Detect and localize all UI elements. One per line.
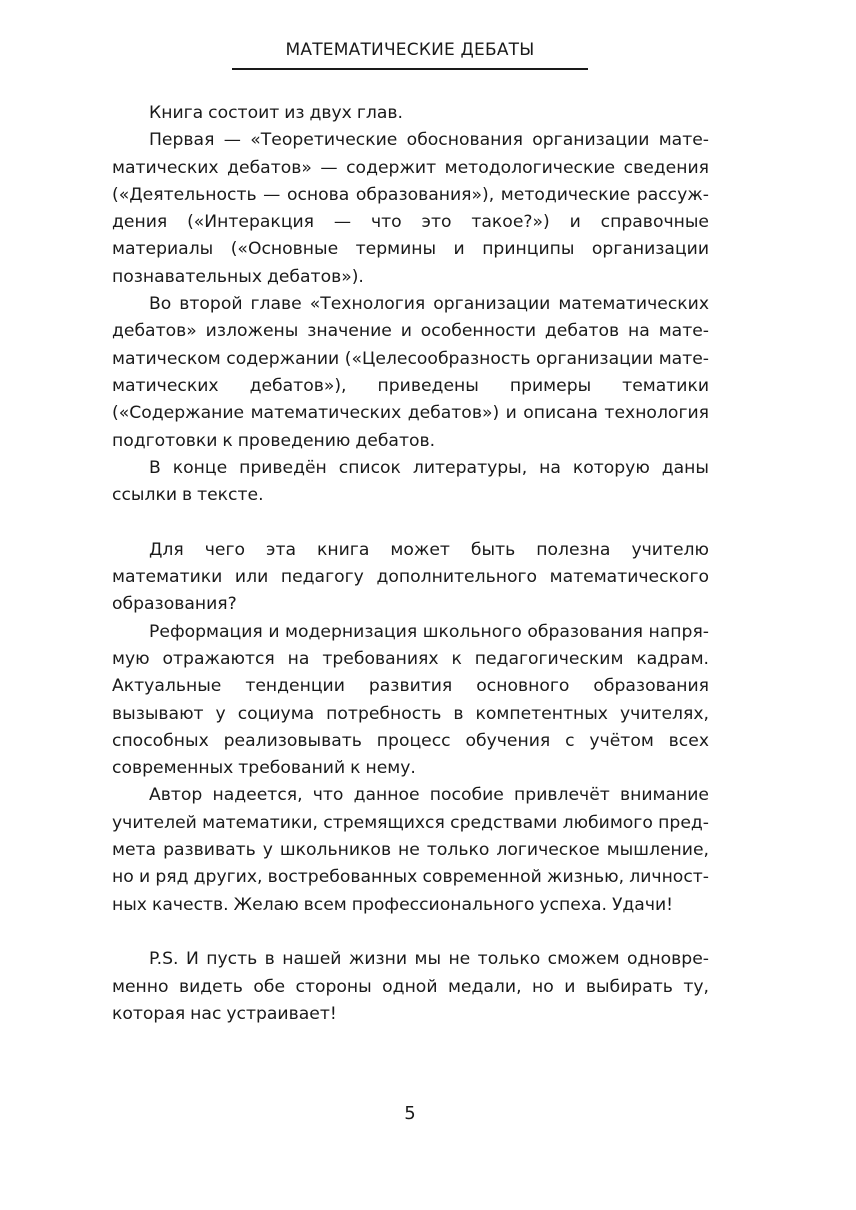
page-number: 5 [404, 1103, 416, 1124]
paragraph: Книга состоит из двух глав. [149, 103, 403, 123]
running-head: МАТЕМАТИЧЕСКИЕ ДЕБАТЫ [232, 38, 588, 70]
paragraph: Для чего эта книга может быть полезна учителю математики или педагогу дополнительного математического образования? [112, 539, 709, 615]
paragraph: P.S. И пусть в нашей жизни мы не только сможем одновременно видеть обе стороны одной медали, но и выбирать ту, которая нас устраивает! [112, 949, 709, 1024]
paragraph: Автор надеется, что данное пособие привлечёт внимание учителей математики, стремящихся средствами любимого предмета развивать у школьников не только логическое мышление, но и ряд других, востребованных современной жизнью, личностных качеств. Желаю всем профессионального успеха. Удачи! [112, 785, 709, 915]
body-text [112, 100, 709, 1028]
paragraph: Первая — «Теоретические обоснования организации математических дебатов» — содержит методологические сведения («Деятельность — основа образования»), методические рассуждения («Интеракция — что это такое?») и справочные материалы («Основные термины и принципы организации познавательных дебатов»). [112, 130, 709, 287]
paragraph: Во второй главе «Технология организации математических дебатов» изложены значение и особенности дебатов на математическом содержании («Целесообразность организации математических дебатов»), приведены примеры тематики («Содержание математических дебатов») и описана технология подготовки к проведению дебатов. [112, 294, 709, 451]
paragraph: Реформация и модернизация школьного образования напрямую отражаются на требованиях к педагогическим кадрам. Актуальные тенденции развития основного образования вызывают у социума потребность в компетентных учителях, способных реализовывать процесс обучения с учётом всех современных требований к нему. [112, 621, 709, 779]
paragraph: В конце приведён список литературы, на которую даны ссылки в тексте. [112, 457, 709, 506]
